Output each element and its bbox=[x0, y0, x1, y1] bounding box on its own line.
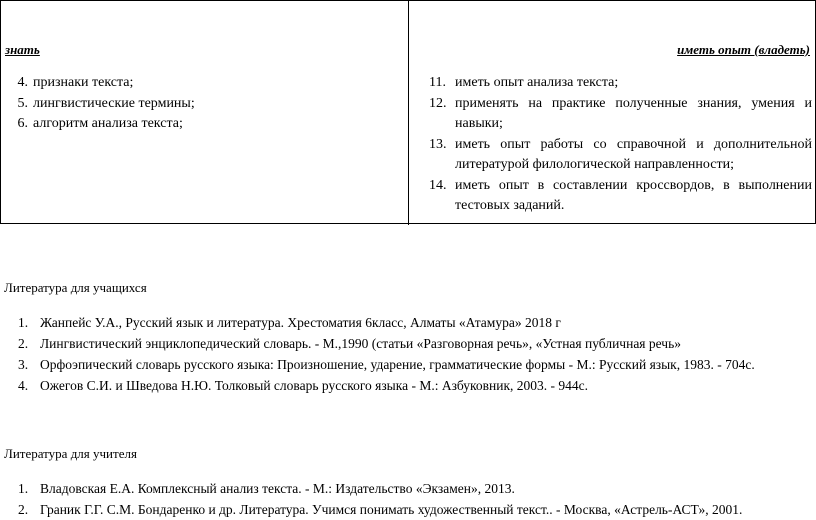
column-divider bbox=[408, 1, 409, 225]
list-item: 6. алгоритм анализа текста; bbox=[17, 116, 183, 131]
teachers-literature-title: Литература для учителя bbox=[4, 446, 137, 461]
list-item: 1. Владовская Е.А. Комплексный анализ текста. - М.: Издательство «Экзамен», 2013. bbox=[18, 481, 515, 496]
list-item: 2. Лингвистический энциклопедический словарь. - М.,1990 (статьи «Разговорная речь», «Устная публичная речь» bbox=[18, 336, 681, 351]
list-item: 4. признаки текста; bbox=[17, 75, 134, 90]
experience-list bbox=[429, 73, 812, 217]
list-item: 14. иметь опыт в составлении кроссвордов, в выполнении тестовых заданий. bbox=[429, 177, 812, 213]
experience-heading: иметь опыт (владеть) bbox=[677, 42, 810, 57]
know-heading: знать bbox=[5, 42, 40, 57]
list-item: 13. иметь опыт работы со справочной и дополнительной литературой филологической направленности; bbox=[429, 136, 812, 172]
list-item: 11. иметь опыт анализа текста; bbox=[429, 75, 619, 90]
students-literature-title: Литература для учащихся bbox=[4, 280, 147, 295]
list-item: 3. Орфоэпический словарь русского языка: Произношение, ударение, грамматические формы - М.: Русский язык, 1983. - 704с. bbox=[18, 357, 755, 372]
list-item: 4. Ожегов С.И. и Шведова Н.Ю. Толковый словарь русского языка - М.: Азбуковник, 2003. - 944с. bbox=[18, 378, 589, 393]
list-item: 1. Жанпейс У.А., Русский язык и литература. Хрестоматия 6класс, Алматы «Атамура» 2018 г bbox=[18, 315, 561, 330]
list-item: 12. применять на практике полученные знания, умения и навыки; bbox=[429, 95, 812, 131]
list-item: 2. Граник Г.Г. С.М. Бондаренко и др. Литература. Учимся понимать художественный текст.. - Москва, «Астрель-АСТ», 2001. bbox=[18, 502, 743, 517]
know-list bbox=[5, 73, 195, 135]
students-literature-list bbox=[4, 312, 804, 396]
list-item: 5. лингвистические термины; bbox=[17, 95, 195, 111]
competencies-table bbox=[0, 0, 816, 224]
